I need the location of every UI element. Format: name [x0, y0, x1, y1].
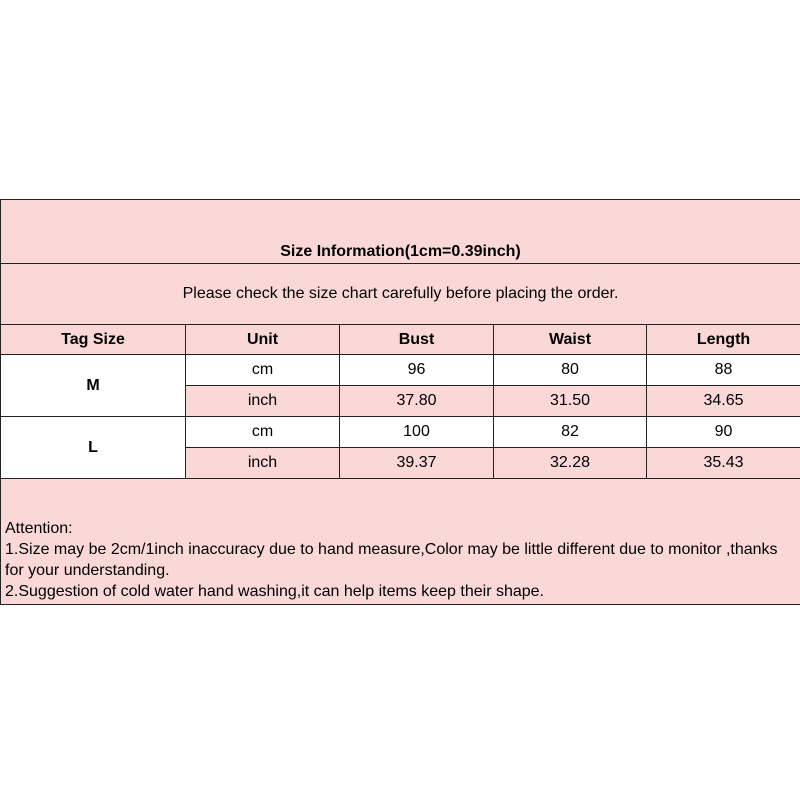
title-row	[1, 200, 800, 264]
unit-cell: cm	[186, 417, 340, 448]
table-row	[1, 417, 800, 448]
size-check-notice: Please check the size chart carefully before placing the order.	[1, 264, 800, 325]
attention-line-2: 2.Suggestion of cold water hand washing,it can help items keep their shape.	[5, 583, 544, 600]
unit-cell: cm	[186, 355, 340, 386]
attention-notes	[1, 479, 800, 605]
waist-cell: 31.50	[494, 386, 647, 417]
header-unit: Unit	[186, 325, 340, 355]
waist-cell: 82	[494, 417, 647, 448]
notice-row	[1, 264, 800, 325]
length-cell: 88	[647, 355, 800, 386]
length-cell: 90	[647, 417, 800, 448]
size-table	[0, 199, 800, 605]
unit-cell: inch	[186, 448, 340, 479]
header-tag-size: Tag Size	[1, 325, 186, 355]
tag-size-m: M	[1, 355, 186, 417]
unit-cell: inch	[186, 386, 340, 417]
bust-cell: 100	[340, 417, 494, 448]
size-information-title: Size Information(1cm=0.39inch)	[1, 200, 800, 264]
table-row	[1, 355, 800, 386]
bust-cell: 39.37	[340, 448, 494, 479]
attention-line-1: 1.Size may be 2cm/1inch inaccuracy due to hand measure,Color may be little different due to monitor ,thanks for your understanding.	[5, 541, 778, 579]
length-cell: 35.43	[647, 448, 800, 479]
bust-cell: 96	[340, 355, 494, 386]
header-row	[1, 325, 800, 355]
waist-cell: 80	[494, 355, 647, 386]
size-chart-sheet	[0, 199, 800, 605]
header-length: Length	[647, 325, 800, 355]
bust-cell: 37.80	[340, 386, 494, 417]
attention-heading: Attention:	[5, 520, 73, 537]
header-bust: Bust	[340, 325, 494, 355]
length-cell: 34.65	[647, 386, 800, 417]
header-waist: Waist	[494, 325, 647, 355]
tag-size-l: L	[1, 417, 186, 479]
attention-row	[1, 479, 800, 605]
waist-cell: 32.28	[494, 448, 647, 479]
